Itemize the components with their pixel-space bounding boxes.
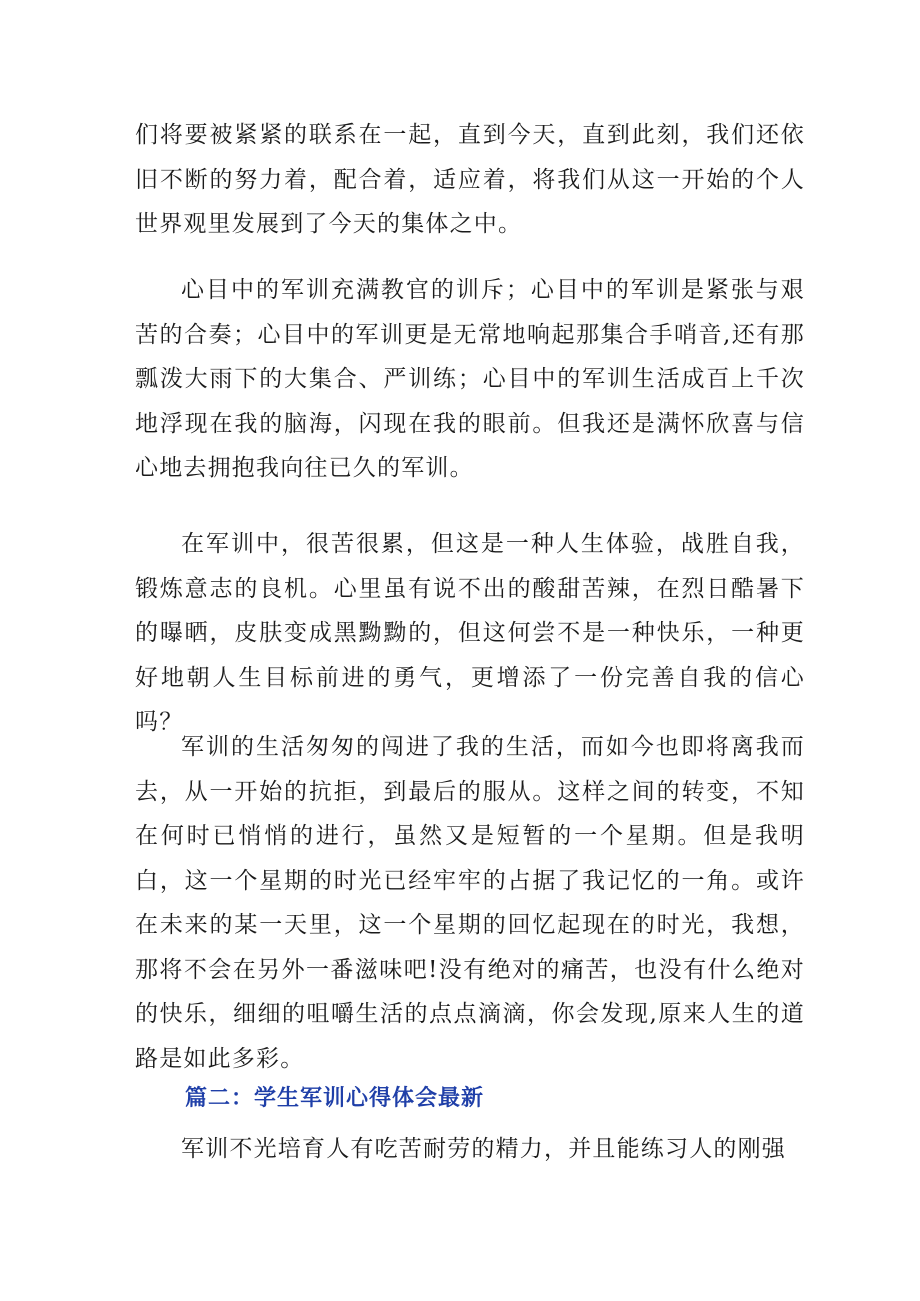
paragraph-continuation: 们将要被紧紧的联系在一起，直到今天，直到此刻，我们还依旧不断的努力着，配合着，适应着，将我们从这一开始的个人世界观里发展到了今天的集体之中。 xyxy=(135,122,805,237)
paragraph-new-section: 军训不光培育人有吃苦耐劳的精力，并且能练习人的刚强 xyxy=(181,1136,786,1162)
paragraph-expectations: 心目中的军训充满教官的训斥；心目中的军训是紧张与艰苦的合奏；心目中的军训更是无常地响起那集合手哨音,还有那瓢泼大雨下的大集合、严训练；心目中的军训生活成百上千次地浮现在我的脑海，闪现在我的眼前。但我还是满怀欣喜与信心地去拥抱我向往已久的军训。 xyxy=(135,277,805,481)
section-heading: 篇二：学生军训心得体会最新 xyxy=(185,1086,485,1111)
paragraph-reflection: 军训的生活匆匆的闯进了我的生活，而如今也即将离我而去，从一开始的抗拒，到最后的服从。这样之间的转变，不知在何时已悄悄的进行，虽然又是短暂的一个星期。但是我明白，这一个星期的时光已经牢牢的占据了我记忆的一角。或许在未来的某一天里，这一个星期的回忆起现在的时光，我想，那将不会在另外一番滋味吧!没有绝对的痛苦，也没有什么绝对的快乐，细细的咀嚼生活的点点滴滴，你会发现,原来人生的道路是如此多彩。 xyxy=(135,734,805,1072)
paragraph-hardship: 在军训中，很苦很累，但这是一种人生体验，战胜自我，锻炼意志的良机。心里虽有说不出的酸甜苦辣，在烈日酷暑下的曝晒，皮肤变成黑黝黝的，但这何尝不是一种快乐，一种更好地朝人生目标前进的勇气，更增添了一份完善自我的信心吗？ xyxy=(135,531,805,735)
